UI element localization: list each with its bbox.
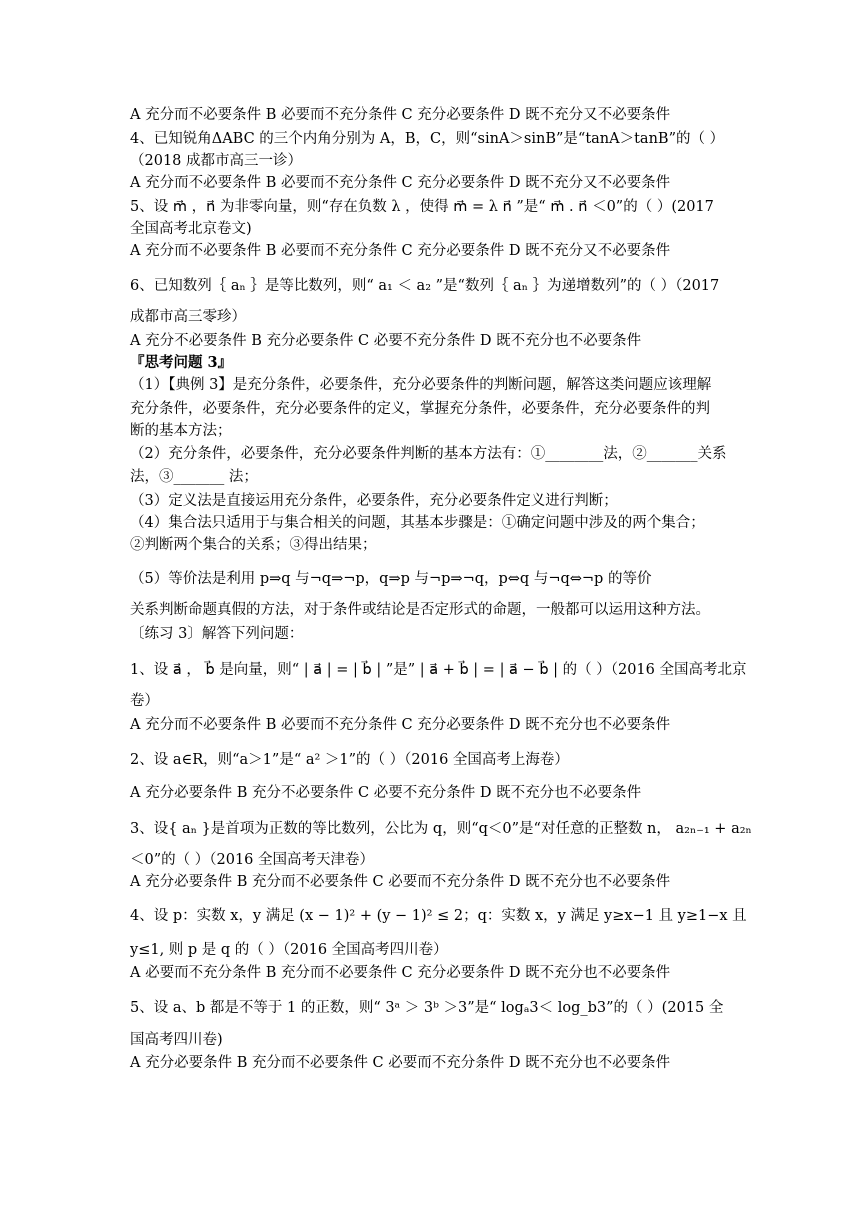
- text-line: 5、设 m⃗ ，n⃗ 为非零向量，则“存在负数 λ ，使得 m⃗ = λ n⃗ ”是“ m⃗ . n⃗ ＜0”的（ ）(2017: [130, 199, 714, 215]
- text-line: 6、已知数列｛ aₙ ｝是等比数列，则“ a₁ ＜ a₂ ”是“数列｛ aₙ ｝为递增数列”的（ ）（2017: [130, 278, 720, 294]
- text-line: A 充分而不必要条件 B 必要而不充分条件 C 充分必要条件 D 既不充分也不必要条件: [130, 717, 671, 733]
- text-line: 国高考四川卷): [130, 1032, 223, 1048]
- text-line: 3、设{ aₙ }是首项为正数的等比数列，公比为 q，则“q＜0”是“对任意的正整数 n， a₂ₙ₋₁ + a₂ₙ: [130, 821, 752, 837]
- text-line: A 充分必要条件 B 充分而不必要条件 C 必要而不充分条件 D 既不充分也不必要条件: [130, 874, 671, 890]
- text-line: 卷）: [130, 693, 159, 709]
- text-line: （2018 成都市高三一诊）: [130, 153, 303, 169]
- text-line: A 必要而不充分条件 B 充分而不必要条件 C 充分必要条件 D 既不充分也不必要条件: [130, 965, 671, 981]
- text-line: ②判断两个集合的关系；③得出结果；: [130, 537, 377, 553]
- section-heading: 『思考问题 3』: [130, 354, 233, 371]
- text-line: （1）【典例 3】是充分条件，必要条件，充分必要条件的判断问题，解答这类问题应该理解: [130, 377, 712, 393]
- text-line: 〔练习 3〕解答下列问题：: [130, 626, 304, 642]
- text-line: 成都市高三零珍）: [130, 309, 246, 325]
- text-line: （3）定义法是直接运用充分条件，必要条件，充分必要条件定义进行判断；: [130, 493, 618, 509]
- text-line: A 充分而不必要条件 B 必要而不充分条件 C 充分必要条件 D 既不充分又不必要条件: [130, 107, 671, 123]
- text-line: y≤1, 则 p 是 q 的（ ）（2016 全国高考四川卷）: [130, 942, 448, 958]
- text-line: 全国高考北京卷文): [130, 221, 252, 237]
- text-line: A 充分必要条件 B 充分不必要条件 C 必要不充分条件 D 既不充分也不必要条件: [130, 785, 642, 801]
- text-line: 2、设 a∈R，则“a＞1”是“ a² ＞1”的（ ）（2016 全国高考上海卷）: [130, 752, 569, 768]
- text-line: （5）等价法是利用 p⇒q 与¬q⇒¬p，q⇒p 与¬p⇒¬q，p⇔q 与¬q⇔¬p 的等价: [130, 571, 652, 587]
- text-line: A 充分而不必要条件 B 必要而不充分条件 C 充分必要条件 D 既不充分又不必要条件: [130, 243, 671, 259]
- text-line: （4）集合法只适用于与集合相关的问题，其基本步骤是：①确定问题中涉及的两个集合；: [130, 515, 705, 531]
- text-line: 法，③_______ 法；: [130, 469, 258, 485]
- text-line: A 充分不必要条件 B 充分必要条件 C 必要不充分条件 D 既不充分也不必要条件: [130, 333, 642, 349]
- text-line: 断的基本方法；: [130, 423, 232, 439]
- text-line: ＜0”的（ ）（2016 全国高考天津卷）: [130, 852, 375, 868]
- text-line: （2）充分条件，必要条件，充分必要条件判断的基本方法有：①________法，②_______关系: [130, 446, 727, 462]
- text-line: 充分条件，必要条件，充分必要条件的定义，掌握充分条件，必要条件，充分必要条件的判: [130, 401, 710, 417]
- text-line: A 充分而不必要条件 B 必要而不充分条件 C 充分必要条件 D 既不充分又不必要条件: [130, 175, 671, 191]
- text-line: A 充分必要条件 B 充分而不必要条件 C 必要而不充分条件 D 既不充分也不必要条件: [130, 1055, 671, 1071]
- text-line: 4、已知锐角ΔABC 的三个内角分别为 A，B，C，则“sinA＞sinB”是“tanA＞tanB”的（ ）: [130, 131, 725, 147]
- text-line: 关系判断命题真假的方法，对于条件或结论是否定形式的命题，一般都可以运用这种方法。: [130, 602, 710, 618]
- text-line: 5、设 a、b 都是不等于 1 的正数，则“ 3ᵃ ＞ 3ᵇ ＞3”是“ logₐ3＜ log_b3”的（ ）(2015 全: [130, 1000, 724, 1016]
- text-line: 1、设 a⃗ ， b⃗ 是向量，则“ | a⃗ | = | b⃗ | ”是” | a⃗ + b⃗ | = | a⃗ − b⃗ | 的（ ）（2016 全国高考北京: [130, 662, 747, 678]
- text-line: 4、设 p：实数 x，y 满足 (x − 1)² + (y − 1)² ≤ 2；q：实数 x，y 满足 y≥x−1 且 y≥1−x 且: [130, 908, 747, 924]
